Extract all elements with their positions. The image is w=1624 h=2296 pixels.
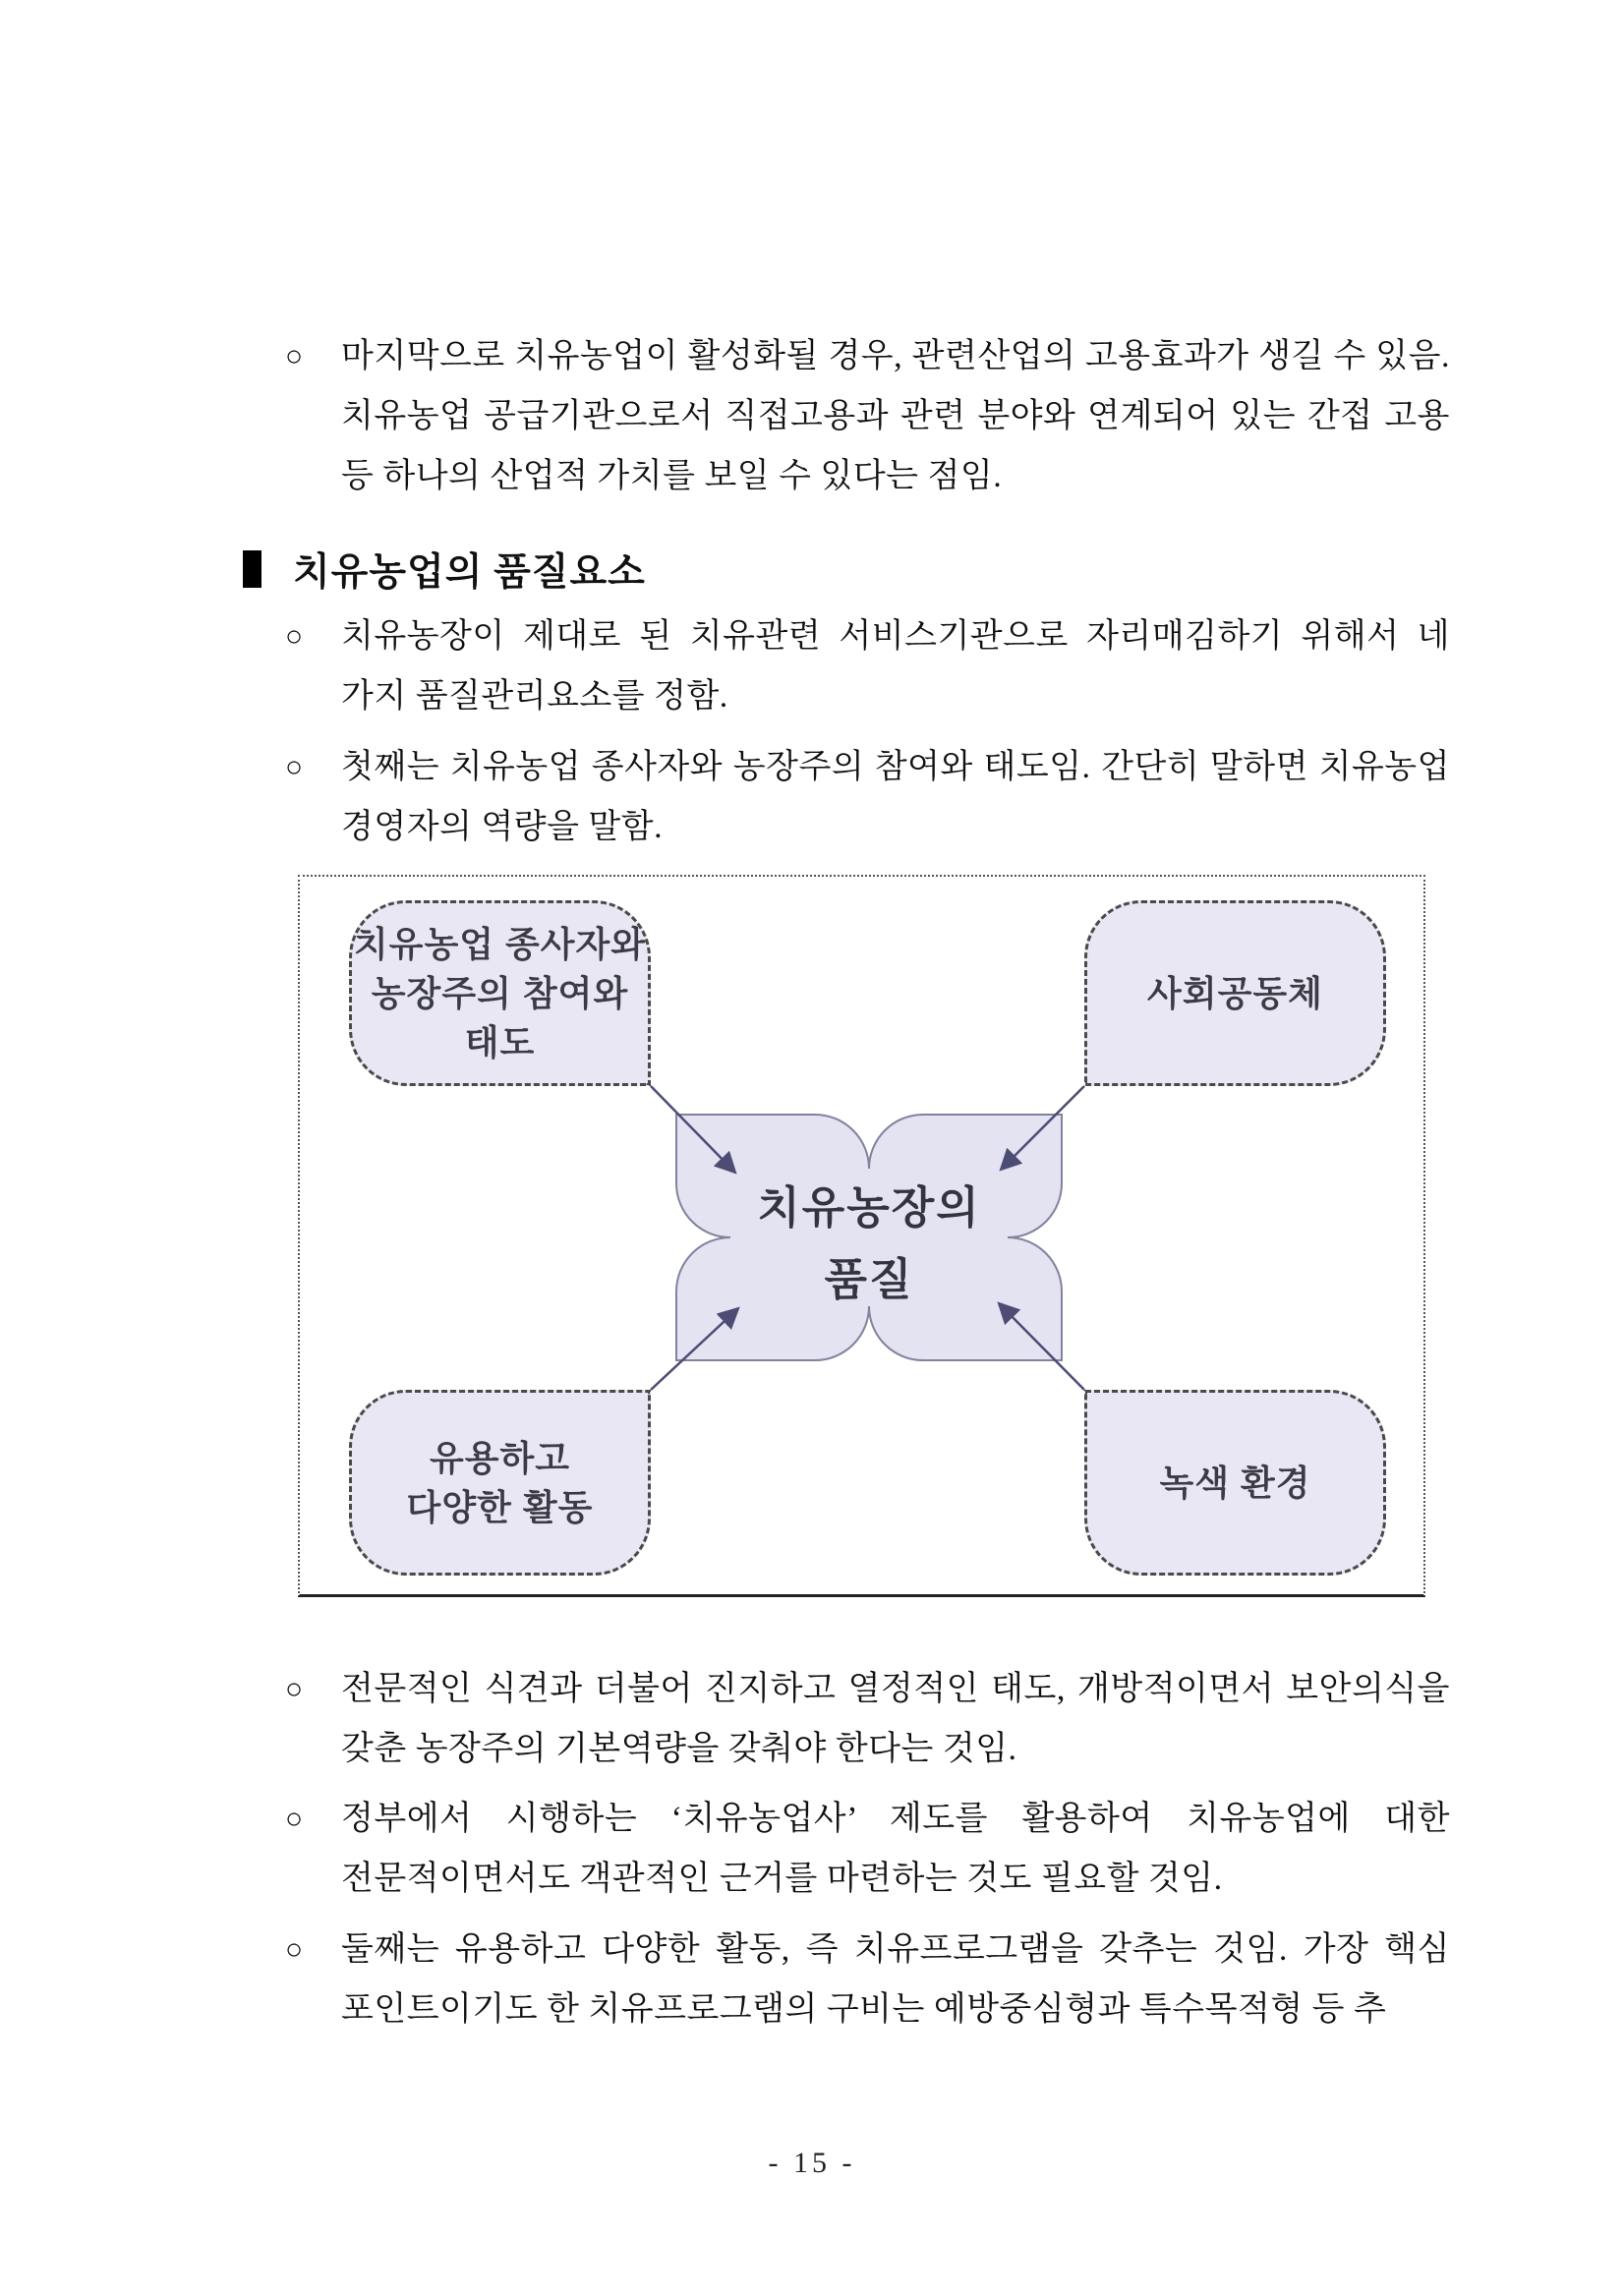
diagram-box-activities bbox=[349, 1390, 651, 1576]
box-line: 유용하고 bbox=[429, 1437, 571, 1478]
bullet-marker: ○ bbox=[285, 1673, 304, 1705]
bullet-paragraph-2 bbox=[285, 606, 1450, 726]
bullet-marker: ○ bbox=[285, 751, 304, 783]
bullet-paragraph-1 bbox=[285, 326, 1450, 506]
paragraph-text: 치유농장이 제대로 된 치유관련 서비스기관으로 자리매김하기 위해서 네 가지 품질관리요소를 정함. bbox=[341, 618, 1450, 715]
diagram-box-participation bbox=[349, 900, 651, 1086]
box-line: 농장주의 참여와 bbox=[371, 972, 629, 1013]
page-number: - 15 - bbox=[768, 2147, 856, 2179]
paragraph-text: 정부에서 시행하는 ‘치유농업사’ 제도를 활용하여 치유농업에 대한 전문적이면서도 객관적인 근거를 마련하는 것도 필요할 것임. bbox=[341, 1801, 1450, 1897]
box-line: 다양한 활동 bbox=[406, 1486, 594, 1527]
box-line: 녹색 환경 bbox=[1159, 1462, 1311, 1503]
bullet-paragraph-3 bbox=[285, 737, 1450, 857]
box-line: 사회공동체 bbox=[1147, 972, 1323, 1013]
diagram-center-label bbox=[676, 1172, 1062, 1315]
box-line: 태도 bbox=[464, 1021, 536, 1062]
section-square-icon bbox=[243, 550, 261, 588]
bullet-marker: ○ bbox=[285, 340, 304, 373]
bullet-paragraph-6 bbox=[285, 1920, 1450, 2039]
diagram-box-community bbox=[1084, 900, 1386, 1086]
bullet-paragraph-4 bbox=[285, 1659, 1450, 1779]
section-header bbox=[243, 542, 646, 597]
paragraph-text: 마지막으로 치유농업이 활성화될 경우, 관련산업의 고용효과가 생길 수 있음. 치유농업 공급기관으로서 직접고용과 관련 분야와 연계되어 있는 간접 고용 등 하나의 산업적 가치를 보일 수 있다는 점임. bbox=[341, 338, 1450, 494]
center-line: 품질 bbox=[824, 1254, 914, 1304]
center-line: 치유농장의 bbox=[757, 1182, 981, 1233]
bullet-marker: ○ bbox=[285, 1803, 304, 1835]
diagram-box-green-environment bbox=[1084, 1390, 1386, 1576]
bullet-paragraph-5 bbox=[285, 1789, 1450, 1909]
quality-diagram bbox=[298, 875, 1425, 1597]
bullet-marker: ○ bbox=[285, 1933, 304, 1966]
section-title: 치유농업의 품질요소 bbox=[293, 551, 646, 594]
bullet-marker: ○ bbox=[285, 620, 304, 653]
box-line: 치유농업 종사자와 bbox=[353, 923, 647, 964]
paragraph-text: 전문적인 식견과 더불어 진지하고 열정적인 태도, 개방적이면서 보안의식을 갖춘 농장주의 기본역량을 갖춰야 한다는 것임. bbox=[341, 1671, 1450, 1767]
paragraph-text: 첫째는 치유농업 종사자와 농장주의 참여와 태도임. 간단히 말하면 치유농업 경영자의 역량을 말함. bbox=[341, 749, 1450, 845]
paragraph-text: 둘째는 유용하고 다양한 활동, 즉 치유프로그램을 갖추는 것임. 가장 핵심 포인트이기도 한 치유프로그램의 구비는 예방중심형과 특수목적형 등 추 bbox=[341, 1931, 1450, 2028]
